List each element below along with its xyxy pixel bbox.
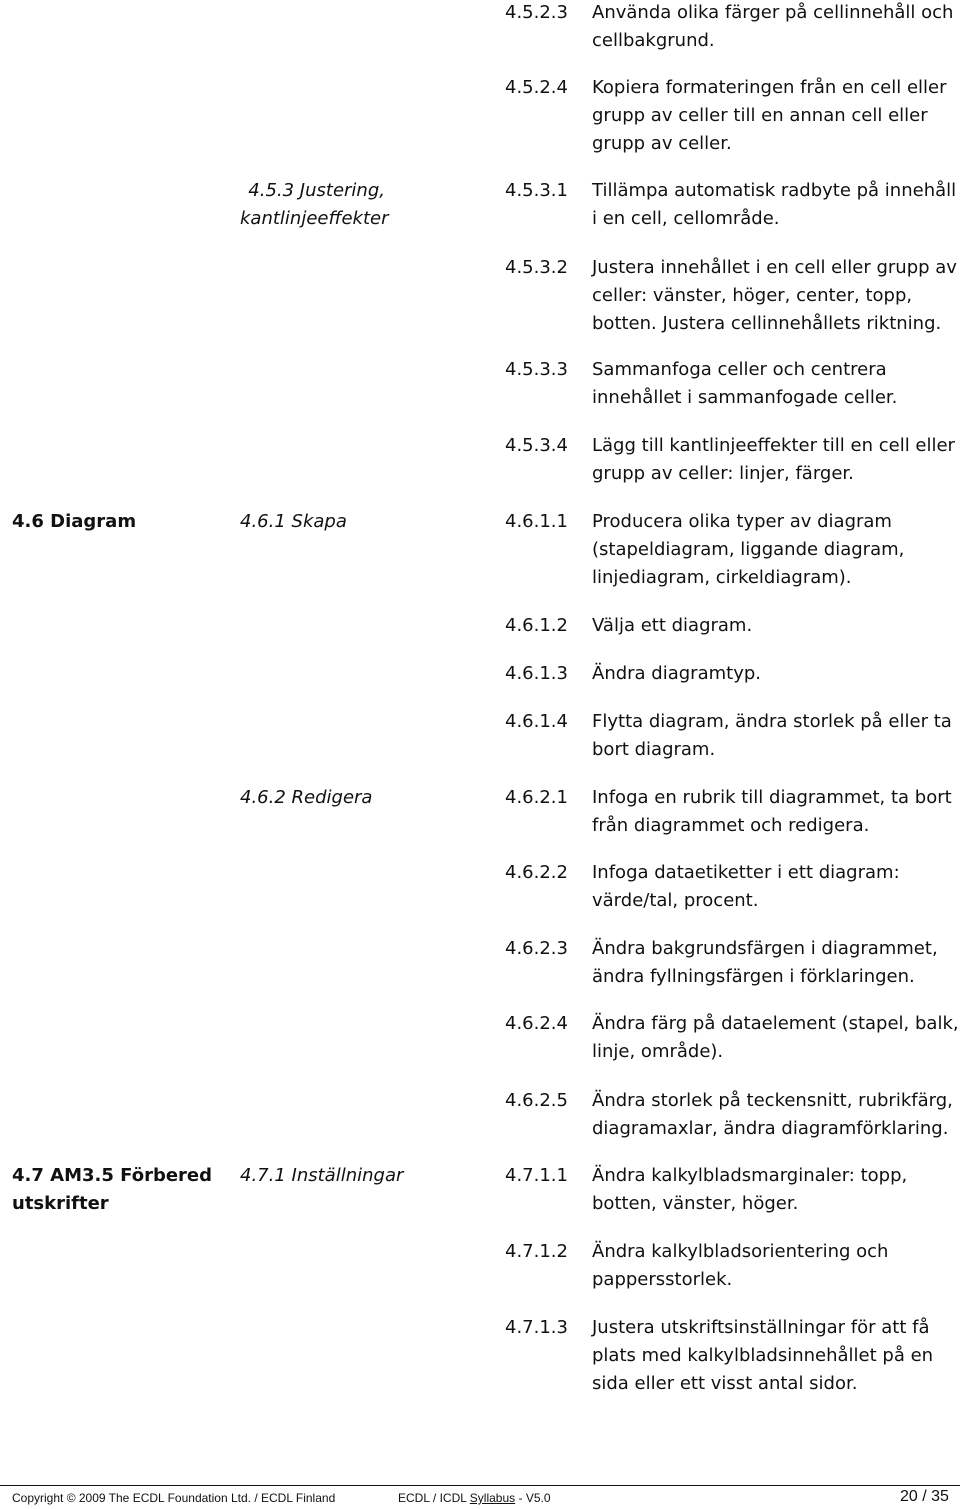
item-ref: 4.6.1.4 <box>505 711 568 732</box>
item-text: Infoga dataetiketter i ett diagram: värde/tal, procent. <box>592 862 900 911</box>
item-text: Justera utskriftsinställningar för att få plats med kalkylbladsinnehållet på en sida eller ett visst antal sidor. <box>592 1317 934 1394</box>
item-text: Ändra kalkylbladsorientering och pappersstorlek. <box>592 1241 889 1290</box>
item-text: Lägg till kantlinjeeffekter till en cell eller grupp av celler: linjer, färger. <box>592 435 955 484</box>
item-text: Tillämpa automatisk radbyte på innehåll i en cell, cellområde. <box>592 180 957 229</box>
footer-doc-prefix: ECDL / ICDL <box>398 1491 470 1505</box>
item-ref: 4.5.3.1 <box>505 180 568 201</box>
item-text: Välja ett diagram. <box>592 615 753 636</box>
item-text: Producera olika typer av diagram (stapeldiagram, liggande diagram, linjediagram, cirkeldiagram). <box>592 511 905 588</box>
footer-doc-syllabus: Syllabus <box>469 1491 516 1505</box>
section-label-diagram: 4.6 Diagram <box>12 511 137 532</box>
item-ref: 4.5.2.3 <box>505 2 568 23</box>
footer-divider <box>0 1485 960 1486</box>
subsection-label-installningar: 4.7.1 Inställningar <box>240 1165 404 1186</box>
item-ref: 4.7.1.2 <box>505 1241 568 1262</box>
item-text: Använda olika färger på cellinnehåll och cellbakgrund. <box>592 2 954 51</box>
item-ref: 4.6.1.2 <box>505 615 568 636</box>
footer-copyright: Copyright © 2009 The ECDL Foundation Ltd. / ECDL Finland <box>12 1491 336 1505</box>
item-ref: 4.7.1.3 <box>505 1317 568 1338</box>
subsection-label-redigera: 4.6.2 Redigera <box>240 787 373 808</box>
item-ref: 4.5.3.2 <box>505 257 568 278</box>
item-text: Ändra storlek på teckensnitt, rubrikfärg, diagramaxlar, ändra diagramförklaring. <box>592 1090 953 1139</box>
section-label-justering: 4.5.3 Justering, kantlinjeeffekter <box>240 180 389 229</box>
section-label-forbered-utskrifter: 4.7 AM3.5 Förbered utskrifter <box>12 1165 213 1214</box>
item-ref: 4.6.2.5 <box>505 1090 568 1111</box>
item-text: Ändra diagramtyp. <box>592 663 762 684</box>
subsection-label-skapa: 4.6.1 Skapa <box>240 511 347 532</box>
item-ref: 4.5.3.3 <box>505 359 568 380</box>
footer-document-name <box>398 1490 551 1506</box>
item-text: Ändra bakgrundsfärgen i diagrammet, ändra fyllningsfärgen i förklaringen. <box>592 938 938 987</box>
footer-doc-version: - V5.0 <box>515 1491 551 1505</box>
item-ref: 4.6.1.3 <box>505 663 568 684</box>
item-ref: 4.6.1.1 <box>505 511 568 532</box>
item-text: Ändra färg på dataelement (stapel, balk, linje, område). <box>592 1013 959 1062</box>
item-ref: 4.6.2.3 <box>505 938 568 959</box>
footer-page-number: 20 / 35 <box>900 1488 949 1505</box>
item-text: Sammanfoga celler och centrera innehållet i sammanfogade celler. <box>592 359 898 408</box>
item-ref: 4.5.2.4 <box>505 77 568 98</box>
item-text: Justera innehållet i en cell eller grupp av celler: vänster, höger, center, topp, botten. Justera cellinnehållets riktning. <box>592 257 957 334</box>
item-text: Flytta diagram, ändra storlek på eller ta bort diagram. <box>592 711 952 760</box>
item-ref: 4.7.1.1 <box>505 1165 568 1186</box>
item-ref: 4.6.2.4 <box>505 1013 568 1034</box>
item-text: Infoga en rubrik till diagrammet, ta bort från diagrammet och redigera. <box>592 787 952 836</box>
item-ref: 4.6.2.2 <box>505 862 568 883</box>
item-ref: 4.6.2.1 <box>505 787 568 808</box>
item-ref: 4.5.3.4 <box>505 435 568 456</box>
item-text: Kopiera formateringen från en cell eller grupp av celler till en annan cell eller grupp av celler. <box>592 77 947 154</box>
item-text: Ändra kalkylbladsmarginaler: topp, botten, vänster, höger. <box>592 1165 908 1214</box>
